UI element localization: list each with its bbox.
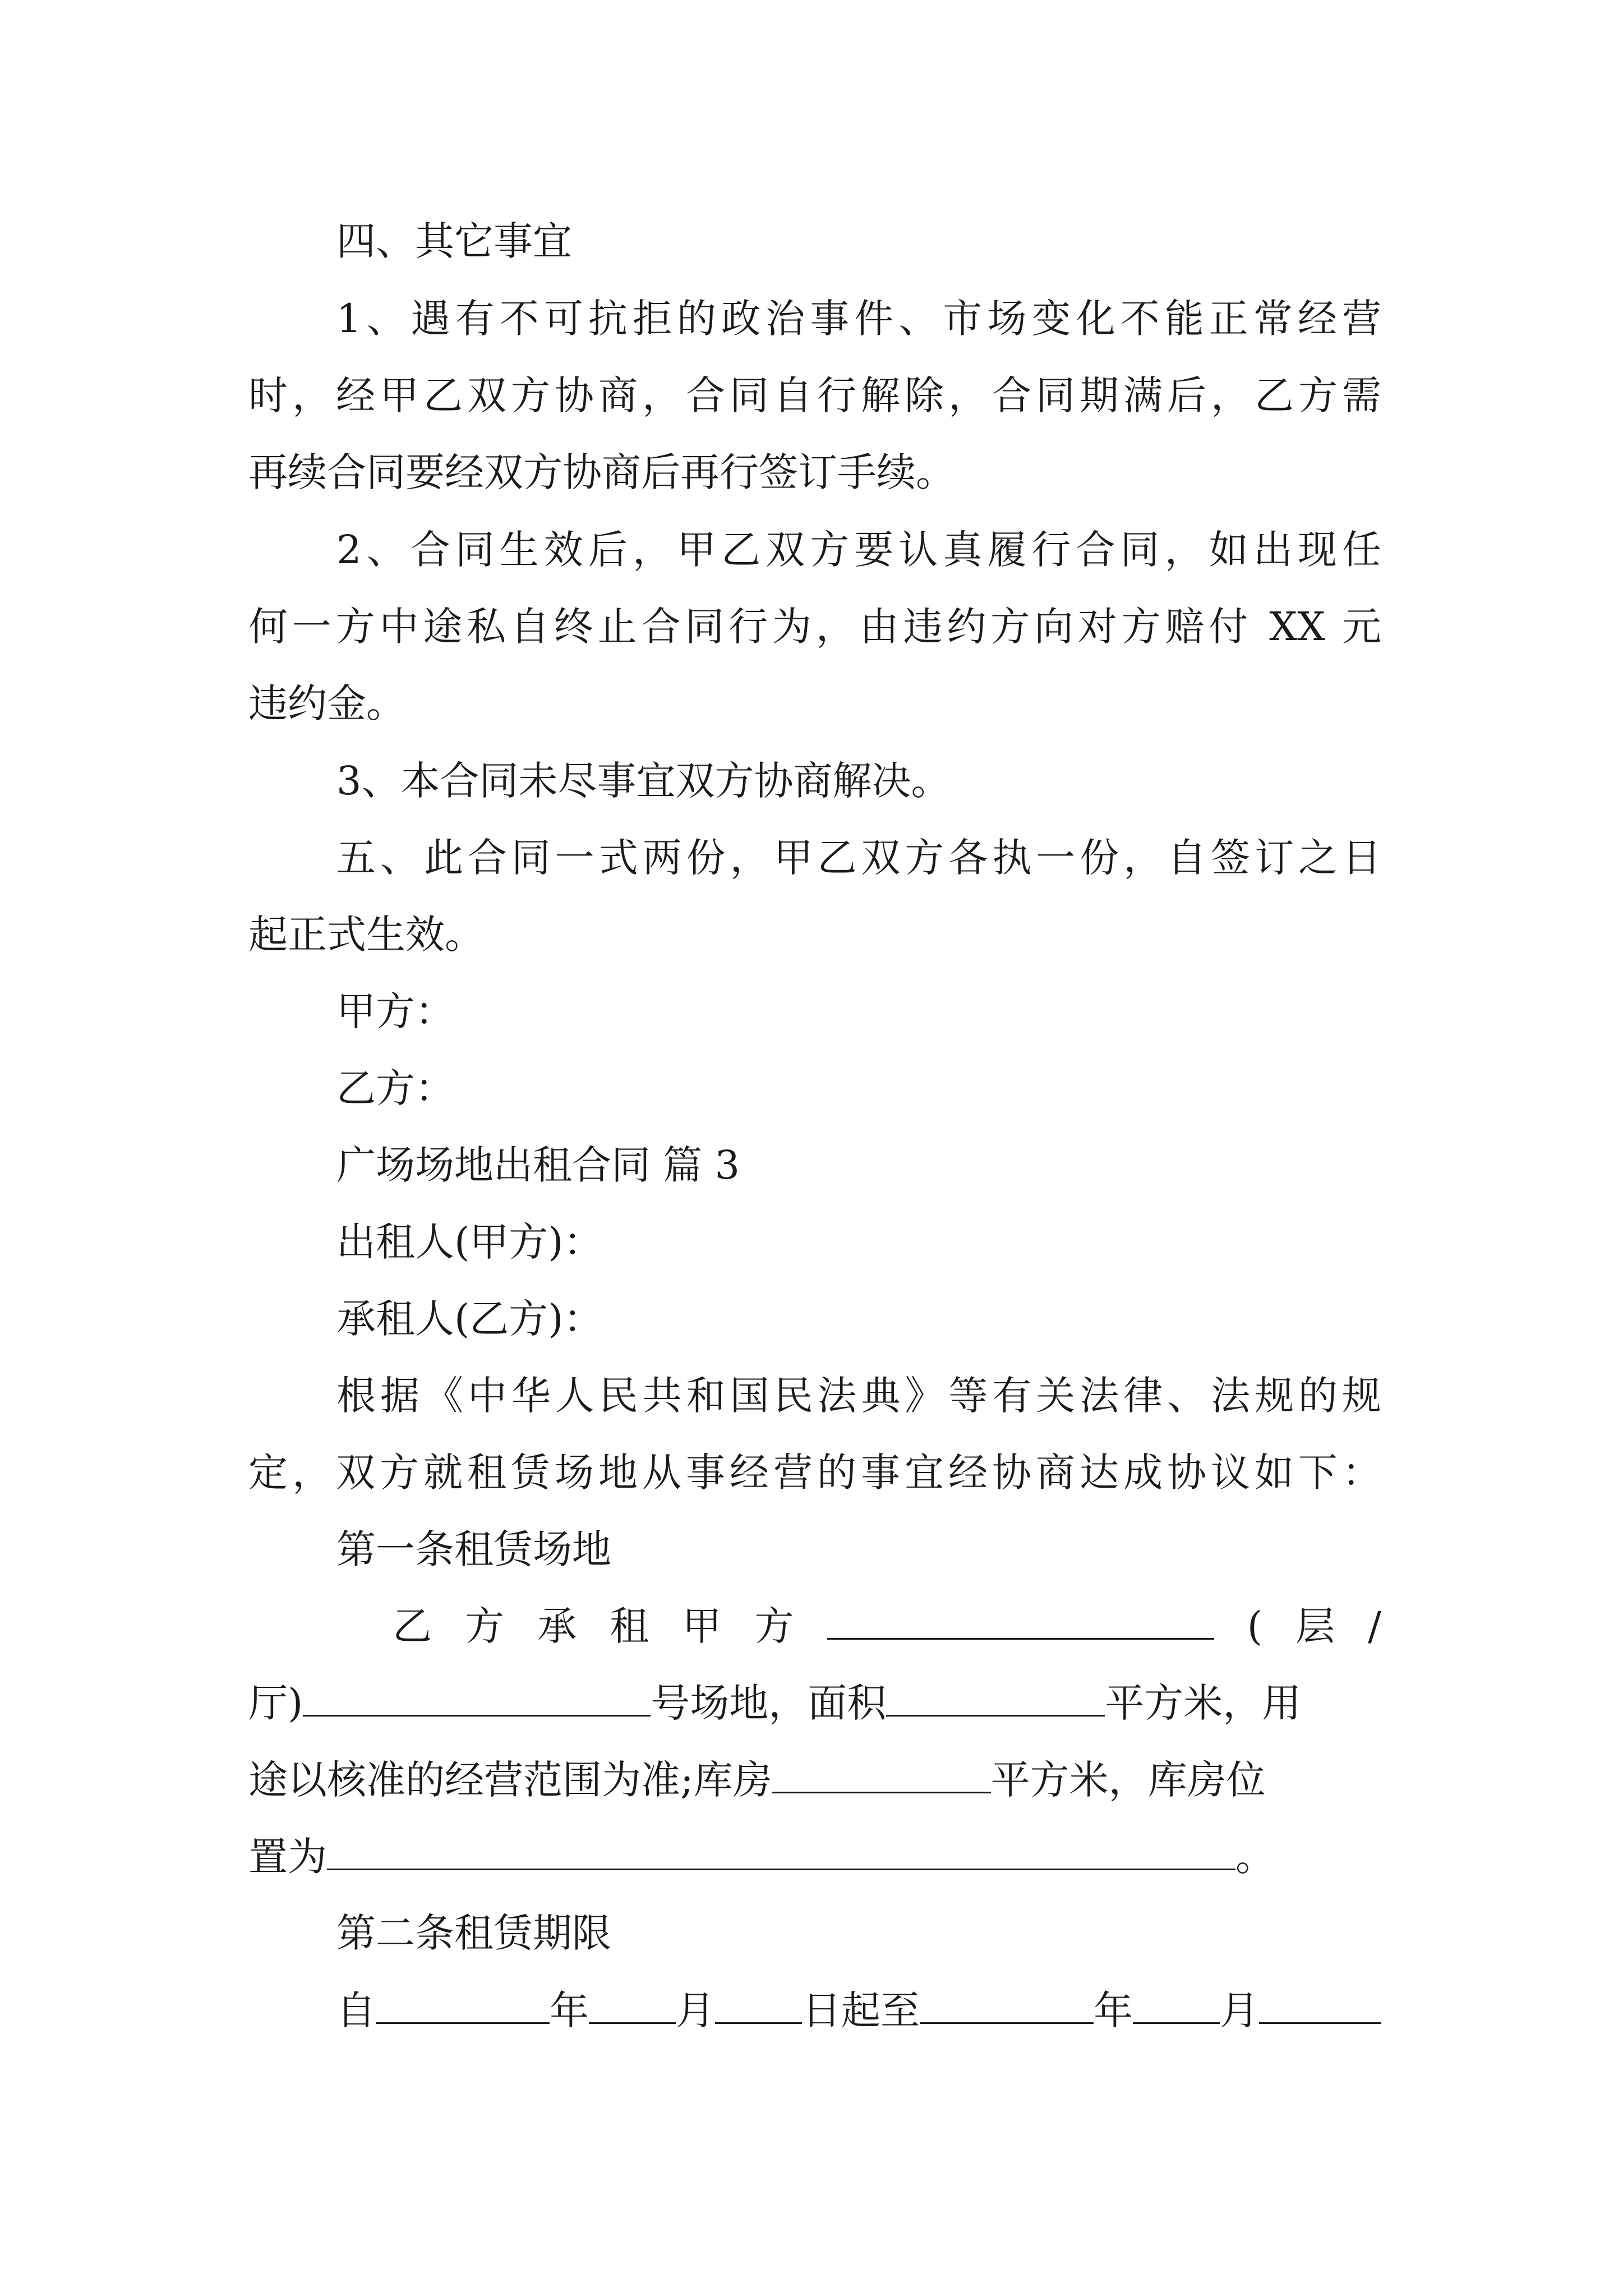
section-heading-5-line-2: 起正式生效。 [248,912,484,957]
text-segment: 自 [336,1987,376,2032]
start-year-blank[interactable] [376,1987,550,2024]
item-2-line-3: 违约金。 [248,681,405,726]
word: / [1368,1603,1381,1648]
item-2-line-2: 何一方中途私自终止合同行为，由违约方向对方赔付 XX 元 [248,604,1381,649]
end-day-blank[interactable] [1259,1987,1381,2024]
article-1-line-2 [248,1680,1381,1725]
item-2-line-1: 2、合同生效后，甲乙双方要认真履行合同，如出现任 [336,527,1381,572]
word: 租 [610,1603,649,1648]
word: 承 [537,1603,577,1648]
item-1-line-1: 1、遇有不可抗拒的政治事件、市场变化不能正常经营 [336,296,1381,341]
party-b-label: 乙方： [336,1066,454,1111]
item-1-line-3: 再续合同要经双方协商后再行签订手续。 [248,450,955,495]
preamble-line-2: 定，双方就租赁场地从事经营的事宜经协商达成协议如下： [248,1450,1381,1495]
text-segment: 平方米，用 [1105,1680,1302,1725]
item-1-line-2: 时，经甲乙双方协商，合同自行解除，合同期满后，乙方需 [248,373,1381,418]
word: 方 [754,1603,794,1648]
section-heading-4: 四、其它事宜 [336,219,572,264]
lessor-label: 出租人(甲方)： [336,1220,603,1264]
start-day-blank[interactable] [715,1987,802,2024]
floor-blank[interactable] [827,1603,1214,1640]
text-segment: 月 [1220,1987,1259,2032]
article-1-title: 第一条租赁场地 [336,1527,611,1572]
venue-number-blank[interactable] [303,1680,651,1717]
word: ( [1247,1603,1263,1648]
contract-title: 广场场地出租合同 篇 3 [336,1143,740,1188]
warehouse-location-blank[interactable] [327,1834,1235,1870]
article-2-line-1 [336,1987,1381,2032]
article-1-line-3 [248,1757,1381,1802]
preamble-line-1: 根据《中华人民共和国民法典》等有关法律、法规的规 [336,1373,1381,1418]
text-segment: 日起至 [802,1987,920,2032]
word: 方 [465,1603,505,1648]
warehouse-area-blank[interactable] [772,1757,991,1793]
party-a-label: 甲方： [336,989,454,1034]
word: 乙 [393,1603,432,1648]
text-segment: 年 [550,1987,589,2032]
section-heading-5-line-1: 五、此合同一式两份，甲乙双方各执一份，自签订之日 [336,835,1381,880]
text-segment: 年 [1094,1987,1133,2032]
text-segment: 。 [1235,1834,1275,1879]
text-segment: 号场地，面积 [651,1680,887,1725]
start-month-blank[interactable] [589,1987,676,2024]
word: 层 [1295,1603,1335,1648]
item-3: 3、本合同未尽事宜双方协商解决。 [336,758,951,803]
end-year-blank[interactable] [920,1987,1094,2024]
text-segment: 厅) [248,1680,303,1725]
article-1-line-1 [393,1603,1381,1648]
lessee-label: 承租人(乙方)： [336,1296,603,1341]
word: 甲 [682,1603,722,1648]
end-month-blank[interactable] [1133,1987,1220,2024]
text-segment: 置为 [248,1834,327,1879]
text-segment: 月 [676,1987,715,2032]
article-2-title: 第二条租赁期限 [336,1911,611,1955]
text-segment: 平方米，库房位 [990,1757,1266,1802]
article-1-line-4 [248,1834,1381,1879]
text-segment: 途以核准的经营范围为准;库房 [248,1757,772,1802]
area-blank[interactable] [886,1680,1105,1717]
